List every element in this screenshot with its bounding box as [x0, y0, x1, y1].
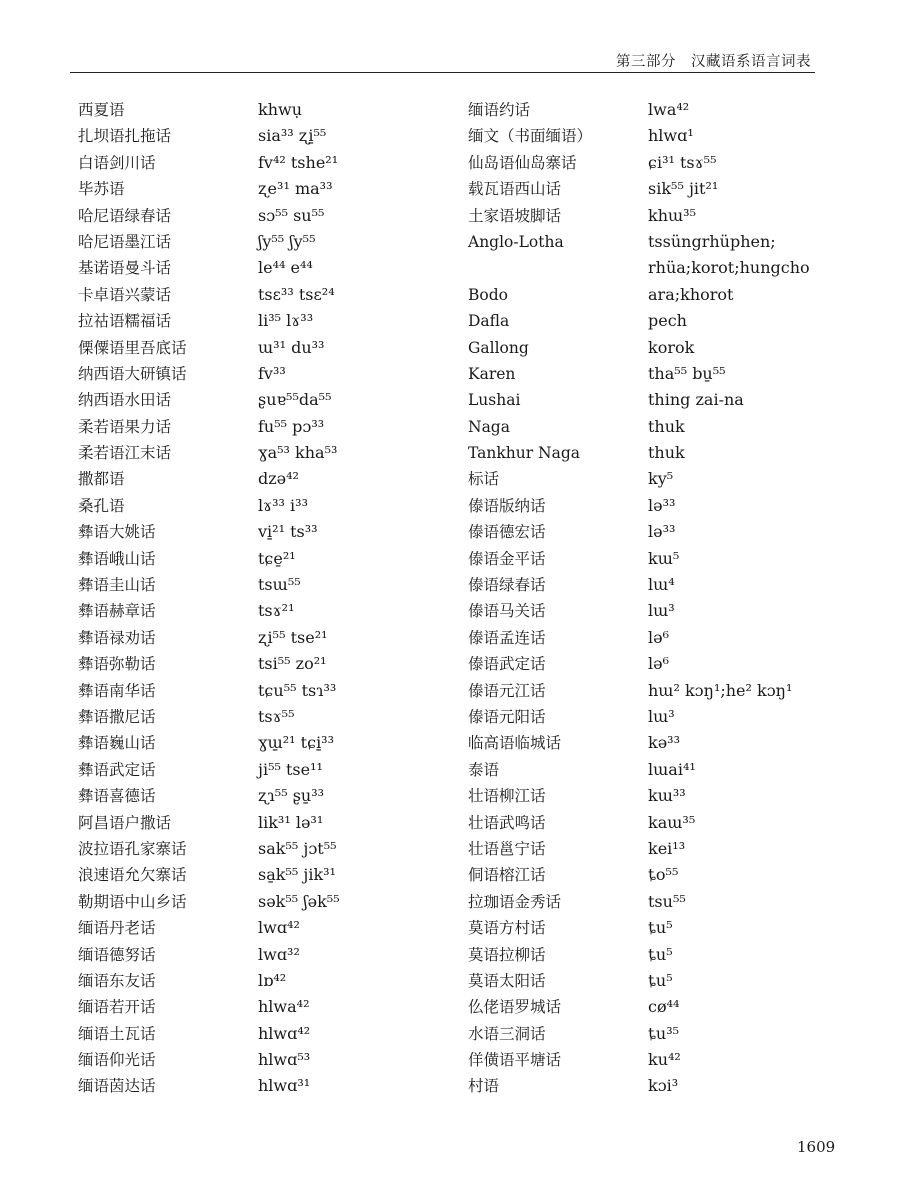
language-name: 勒期语中山乡话 [78, 892, 187, 911]
word-form: tha⁵⁵ bu̱⁵⁵ [648, 363, 726, 383]
word-form: li³⁵ lɤ³³ [258, 311, 314, 331]
word-form: le⁴⁴ e⁴⁴ [258, 258, 313, 278]
word-form: hlwɑ¹ [648, 126, 694, 146]
language-name: 彝语禄劝话 [78, 628, 156, 647]
word-form: dzə⁴² [258, 469, 299, 489]
language-name: 纳西语水田话 [78, 391, 172, 410]
language-name: 彝语喜德话 [78, 787, 156, 806]
language-name: 西夏语 [78, 101, 125, 119]
language-name: 水语三洞话 [468, 1024, 546, 1043]
language-name: 临高语临城话 [468, 734, 562, 753]
page-header [70, 50, 815, 73]
word-form: lə⁶ [648, 654, 669, 674]
word-form: khwụ [258, 100, 302, 119]
language-name: 阿昌语户撒话 [78, 813, 172, 832]
word-form: lwa⁴² [648, 100, 690, 119]
language-name: 哈尼语绿春话 [78, 206, 172, 225]
word-form: fu⁵⁵ pɔ³³ [258, 416, 325, 436]
word-form: sak⁵⁵ jɔt⁵⁵ [258, 838, 337, 858]
language-name: 拉珈语金秀话 [468, 892, 562, 911]
language-name: Tankhur Naga [468, 444, 581, 463]
word-form: ɣɯ̱²¹ tɕi̱³³ [258, 733, 335, 753]
word-form: ʂuɐ⁵⁵da⁵⁵ [258, 390, 332, 410]
word-form: lwɑ³² [258, 944, 300, 964]
word-form: tsu⁵⁵ [648, 891, 686, 911]
word-form: ʃy⁵⁵ ʃy⁵⁵ [258, 231, 316, 251]
language-name: 基诺语曼斗话 [78, 259, 172, 278]
language-name: 彝语赫章话 [78, 602, 156, 621]
language-name: 傣语马关话 [468, 602, 546, 621]
left-form-column [258, 97, 340, 1100]
word-form: lɤ³³ i³³ [258, 495, 308, 515]
word-form: lə³³ [648, 495, 676, 515]
word-form: tsɤ⁵⁵ [258, 706, 295, 726]
word-form: lɯ³ [648, 601, 675, 621]
word-form: sək⁵⁵ ʃək⁵⁵ [258, 891, 340, 911]
word-form: lɯ⁴ [648, 575, 675, 595]
word-form: lə⁶ [648, 627, 669, 647]
word-form: hlwɑ⁴² [258, 1023, 311, 1043]
language-name: 莫语拉柳话 [468, 945, 546, 964]
language-name: 毕苏语 [78, 180, 125, 199]
word-form: hlwɑ³¹ [258, 1076, 311, 1096]
word-form: ky⁵ [648, 469, 674, 489]
word-form: lə³³ [648, 522, 676, 542]
language-name: 傣语武定话 [468, 655, 546, 674]
language-name: 拉祜语糯福话 [78, 312, 172, 331]
language-name: 白语剑川话 [78, 153, 156, 172]
language-name: Karen [468, 364, 516, 383]
language-name: 彝语撒尼话 [78, 707, 156, 726]
language-name [468, 255, 592, 281]
language-name: 柔若语江末话 [78, 444, 172, 463]
word-form: fv³³ [258, 363, 286, 383]
word-form: lwɑ⁴² [258, 918, 300, 938]
language-name: 缅文（书面缅语） [468, 127, 593, 146]
language-name: 缅语若开话 [78, 998, 156, 1017]
word-form: tɕe̱²¹ [258, 548, 296, 568]
word-form: pech [648, 311, 687, 331]
word-form: kaɯ³⁵ [648, 812, 696, 832]
language-name: 傈僳语里吾底话 [78, 338, 187, 357]
word-form: hɯ² kɔŋ¹;he² kɔŋ¹ [648, 680, 793, 700]
language-name: Dafla [468, 312, 510, 331]
language-name: 傣语版纳话 [468, 496, 546, 515]
language-name: 壮语柳江话 [468, 787, 546, 806]
word-form: tsɯ⁵⁵ [258, 575, 301, 595]
language-name: 缅语仰光话 [78, 1051, 156, 1070]
language-name: 傣语元阳话 [468, 707, 546, 726]
word-form: tssüngrhüphen; [648, 231, 776, 251]
language-name: 壮语邕宁话 [468, 839, 546, 858]
language-name: Gallong [468, 338, 529, 357]
language-name: 彝语圭山话 [78, 576, 156, 595]
language-name: 莫语太阳话 [468, 971, 546, 990]
language-name: 哈尼语墨江话 [78, 232, 172, 251]
word-form: tsɛ³³ tsɛ²⁴ [258, 284, 335, 304]
language-name: 泰语 [468, 760, 500, 779]
word-form: ara;khorot [648, 284, 734, 304]
page-number: 1609 [797, 1138, 836, 1156]
word-form: vi̱²¹ ts³³ [258, 522, 318, 542]
language-name: 土家语坡脚话 [468, 206, 562, 225]
language-name: 柔若语果力话 [78, 417, 172, 436]
word-form: ʐe³¹ ma³³ [258, 179, 333, 199]
word-form: thing zai-na [648, 390, 744, 410]
language-name: 卡卓语兴蒙话 [78, 285, 172, 304]
word-form: rhüa;korot;hungcho [648, 258, 810, 278]
word-form: ɯ³¹ du³³ [258, 337, 325, 357]
word-form: hlwɑ⁵³ [258, 1050, 311, 1070]
language-name: 彝语巍山话 [78, 734, 156, 753]
word-form: kɯ³³ [648, 786, 686, 806]
language-name: 仫佬语罗城话 [468, 998, 562, 1017]
word-form: ɣa⁵³ kha⁵³ [258, 443, 338, 463]
word-form: cø⁴⁴ [648, 997, 680, 1017]
language-name: 扎坝语扎拖话 [78, 127, 172, 146]
word-form: lɯ³ [648, 706, 675, 726]
language-name: 仙岛语仙岛寨话 [468, 153, 577, 172]
word-form: thuk [648, 443, 685, 463]
language-name: 缅语土瓦话 [78, 1024, 156, 1043]
language-name: 缅语德努话 [78, 945, 156, 964]
left-name-column [78, 97, 187, 1100]
word-form: sia³³ ʐi̱⁵⁵ [258, 126, 327, 146]
language-name: 彝语武定话 [78, 760, 156, 779]
language-name: 彝语大姚话 [78, 523, 156, 542]
language-name: 傣语绿春话 [468, 576, 546, 595]
word-form: ʐi⁵⁵ tse²¹ [258, 627, 328, 647]
language-name: 傣语德宏话 [468, 523, 546, 542]
language-name: 标话 [468, 470, 500, 489]
language-name: 傣语孟连话 [468, 628, 546, 647]
language-name: 载瓦语西山话 [468, 180, 562, 199]
right-name-column [468, 97, 592, 1100]
word-form: hlwa⁴² [258, 997, 310, 1017]
word-form: fv⁴² tshe²¹ [258, 152, 339, 172]
word-form: tsi⁵⁵ zo²¹ [258, 654, 327, 674]
word-form: lɒ⁴² [258, 970, 287, 990]
language-name: Naga [468, 417, 510, 436]
language-name: 傣语金平话 [468, 549, 546, 568]
language-name: 桑孔语 [78, 496, 125, 515]
language-name: 缅语约话 [468, 101, 531, 119]
language-name: 浪速语允欠寨话 [78, 866, 187, 885]
word-form: ȶu⁵ [648, 944, 673, 964]
word-form: ȶo⁵⁵ [648, 865, 679, 885]
language-name: 缅语丹老话 [78, 919, 156, 938]
language-name: Anglo-Lotha [468, 232, 564, 251]
language-name: 傣语元江话 [468, 681, 546, 700]
word-form: ɕi³¹ tsɤ⁵⁵ [648, 152, 717, 172]
word-form: ȶu⁵ [648, 918, 673, 938]
word-form: lik³¹ lə³¹ [258, 812, 324, 832]
word-form: ji⁵⁵ tse¹¹ [258, 759, 323, 779]
language-name: 纳西语大研镇话 [78, 364, 187, 383]
language-name: 缅语东友话 [78, 971, 156, 990]
language-name: 彝语峨山话 [78, 549, 156, 568]
word-form: ȶu⁵ [648, 970, 673, 990]
language-name: 撒都语 [78, 470, 125, 489]
language-name: 缅语茵达话 [78, 1077, 156, 1096]
language-name: 壮语武鸣话 [468, 813, 546, 832]
language-name: 佯僙语平塘话 [468, 1051, 562, 1070]
word-form: ȶu³⁵ [648, 1023, 680, 1043]
language-name: 村语 [468, 1077, 500, 1096]
word-form: kɯ⁵ [648, 548, 680, 568]
language-name: 侗语榕江话 [468, 866, 546, 885]
language-name: 莫语方村话 [468, 919, 546, 938]
word-form: ku⁴² [648, 1050, 681, 1070]
word-form: khɯ³⁵ [648, 205, 696, 225]
language-name: 波拉语孔家寨话 [78, 839, 187, 858]
word-form: ʐɿ⁵⁵ ʂu̱³³ [258, 786, 325, 806]
word-form: tsɤ²¹ [258, 601, 295, 621]
word-form: korok [648, 337, 695, 357]
word-form: kə³³ [648, 733, 680, 753]
word-form: thuk [648, 416, 685, 436]
language-name: Bodo [468, 285, 508, 304]
word-form: kɔi³ [648, 1076, 679, 1096]
language-name: 彝语弥勒话 [78, 655, 156, 674]
right-form-column [648, 97, 810, 1100]
header-title: 第三部分 汉藏语系语言词表 [616, 54, 811, 70]
language-name: 彝语南华话 [78, 681, 156, 700]
word-form: kei¹³ [648, 838, 686, 858]
word-form: sɔ⁵⁵ su⁵⁵ [258, 205, 325, 225]
word-form: lɯai⁴¹ [648, 759, 696, 779]
word-form: sa̱k⁵⁵ jik³¹ [258, 865, 336, 885]
word-form: sik⁵⁵ jit²¹ [648, 179, 719, 199]
word-form: tɕu⁵⁵ tsɿ³³ [258, 680, 337, 700]
language-name: Lushai [468, 391, 521, 410]
